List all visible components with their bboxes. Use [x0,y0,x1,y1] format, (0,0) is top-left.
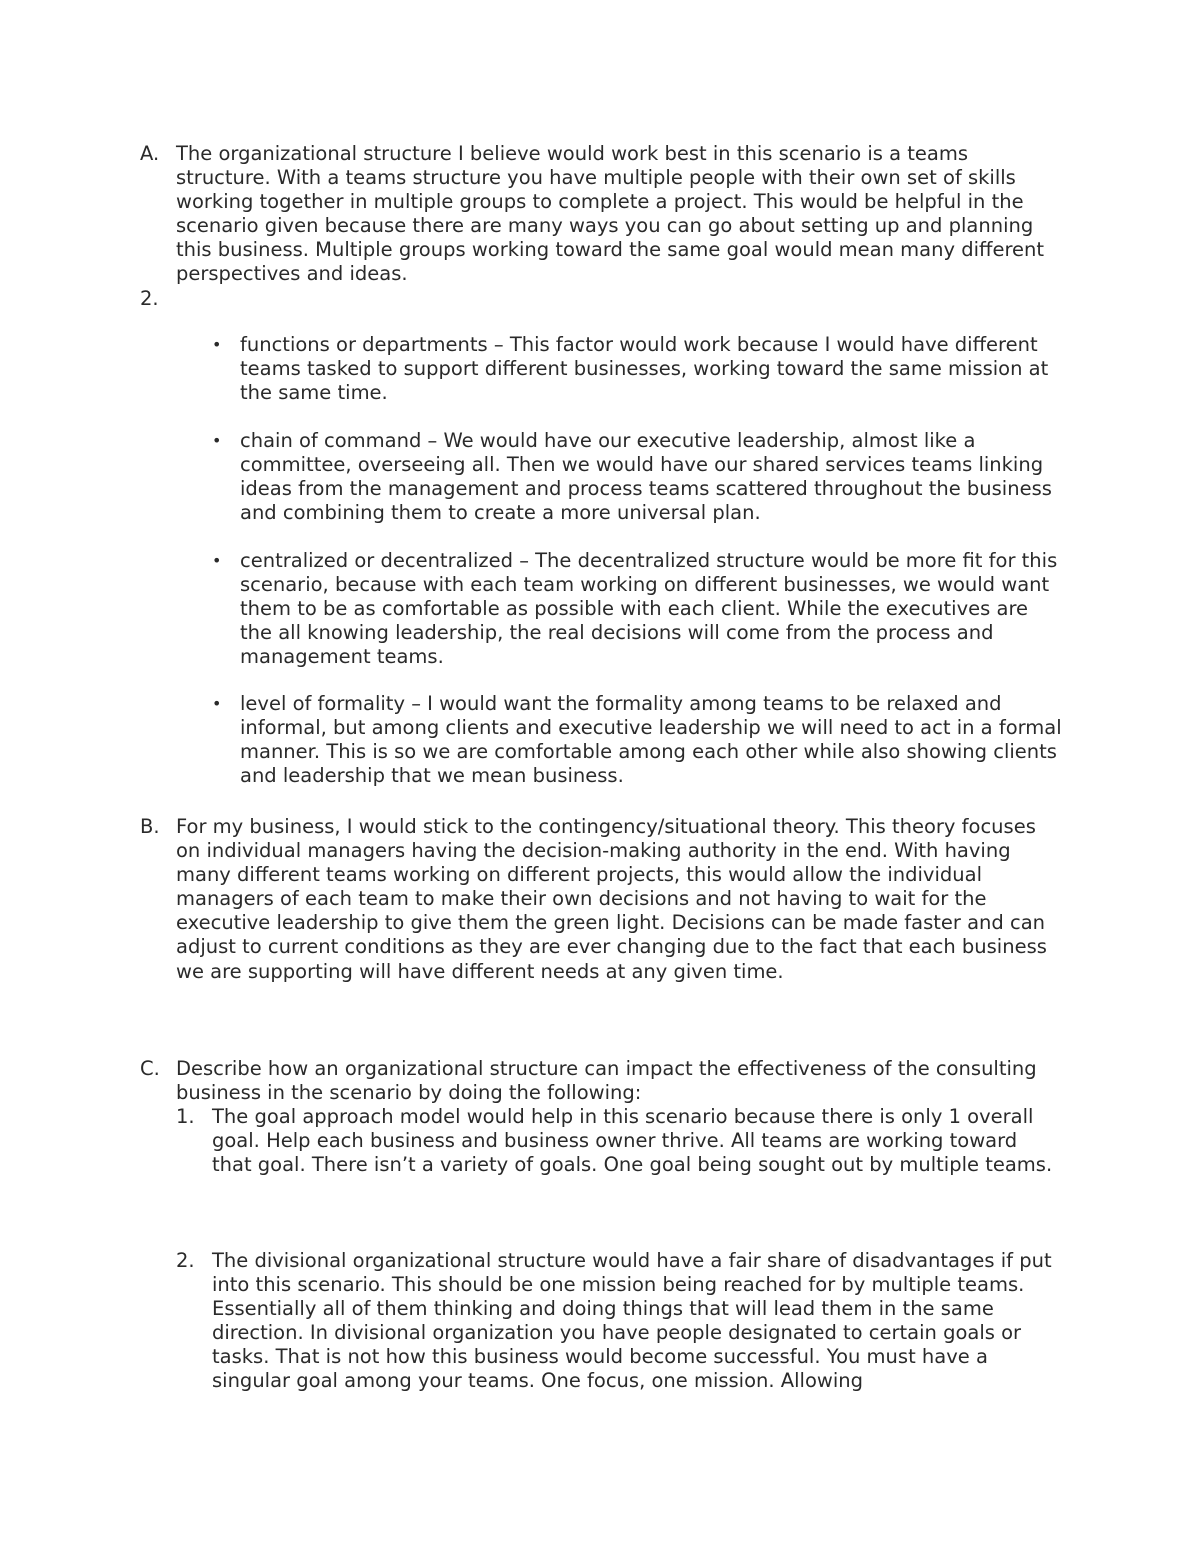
section-c-text: Describe how an organizational structure can impact the effectiveness of the consulting business in the scenario by doing the following: [176,1057,1037,1105]
section-c-marker: C. [140,1057,160,1080]
section-b [140,815,1060,984]
bullet-item-functions [212,333,1062,405]
section-b-text: For my business, I would stick to the contingency/situational theory. This theory focuses on individual managers having the decision-making authority in the end. With having many different teams working on different projects, this would allow the individual managers of each team to make their own decisions and not having to wait for the executive leadership to give them the green light. Decisions can be made faster and can adjust to current conditions as they are ever changing due to the fact that each business we are supporting will have different needs at any given time. [176,815,1047,983]
bullet-text: level of formality – I would want the formality among teams to be relaxed and informal, but among clients and executive leadership we will need to act in a formal manner. This is so we are comfortable among each other while also showing clients and leadership that we mean business. [240,692,1062,788]
bullet-item-formality [212,692,1062,788]
bullet-item-centralization [212,549,1062,669]
section-c-item-1-text: The goal approach model would help in this scenario because there is only 1 overall goal. Help each business and business owner thrive. All teams are working toward that goal. There isn’t a variety of goals. One goal being sought out by multiple teams. [212,1105,1053,1177]
bullet-text: centralized or decentralized – The decentralized structure would be more fit for this scenario, because with each team working on different businesses, we would want them to be as comfortable as possible with each client. While the executives are the all knowing leadership, the real decisions will come from the process and management teams. [240,549,1058,669]
section-2-marker: 2. [140,287,159,310]
section-c-item-2-marker: 2. [176,1249,195,1272]
bullet-icon: • [212,694,222,713]
section-a-marker: A. [140,142,160,165]
section-a-text: The organizational structure I believe would work best in this scenario is a teams structure. With a teams structure you have multiple people with their own set of skills working together in multiple groups to complete a project. This would be helpful in the scenario given because there are many ways you can go about setting up and planning this business. Multiple groups working toward the same goal would mean many different perspectives and ideas. [176,142,1045,286]
section-c-item-2-text: The divisional organizational structure would have a fair share of disadvantages if put into this scenario. This should be one mission being reached for by multiple teams. Essentially all of them thinking and doing things that will lead them in the same direction. In divisional organization you have people designated to certain goals or tasks. That is not how this business would become successful. You must have a singular goal among your teams. One focus, one mission. Allowing [212,1249,1052,1393]
section-b-marker: B. [140,815,160,838]
bullet-icon: • [212,431,222,450]
bullet-icon: • [212,551,222,570]
section-c [140,1057,1060,1105]
bullet-icon: • [212,335,222,354]
section-c-item-1 [176,1105,1062,1177]
section-c-item-2 [176,1249,1062,1394]
section-c-item-1-marker: 1. [176,1105,195,1128]
bullet-item-chain-of-command [212,429,1062,525]
bullet-text: chain of command – We would have our executive leadership, almost like a committee, overseeing all. Then we would have our shared services teams linking ideas from the management and process teams scattered throughout the business and combining them to create a more universal plan. [240,429,1052,525]
section-a [140,142,1060,287]
bullet-text: functions or departments – This factor would work because I would have different teams tasked to support different businesses, working toward the same mission at the same time. [240,333,1049,405]
